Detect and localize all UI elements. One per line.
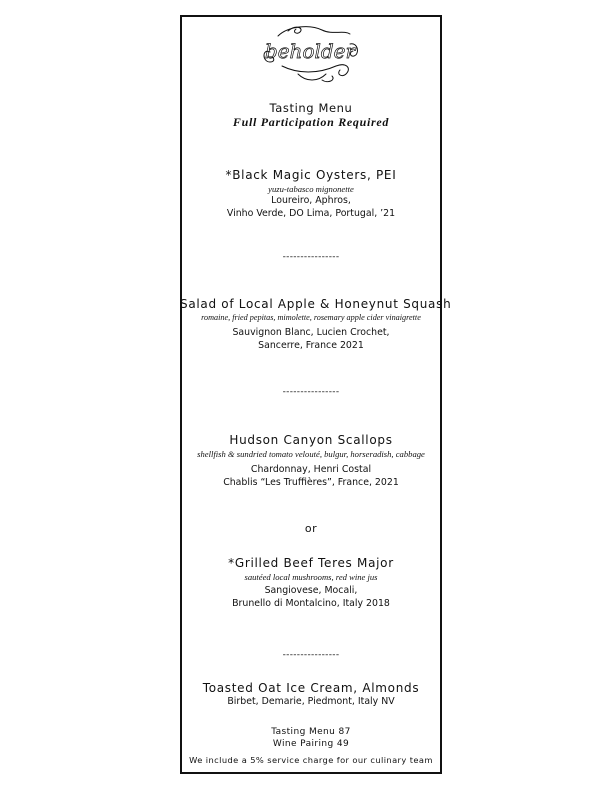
course-3-wine-line1: Chardonnay, Henri Costal (250, 464, 372, 475)
or-divider: or (304, 522, 318, 535)
course-1-name: *Black Magic Oysters, PEI (225, 168, 397, 182)
wine-pairing-price: Wine Pairing 49 (272, 739, 350, 749)
course-2-wine-line2: Sancerre, France 2021 (258, 340, 364, 351)
separator: ---------------- (282, 650, 340, 660)
course-4-wine-line1: Sangiovese, Mocali, (264, 585, 358, 596)
service-charge-note: We include a 5% service charge for our culinary team (189, 755, 433, 765)
course-1-description: yuzu-tabasco mignonette (268, 184, 354, 194)
course-1-wine-line2: Vinho Verde, DO Lima, Portugal, ’21 (226, 208, 396, 219)
course-4-name: *Grilled Beef Teres Major (228, 556, 394, 570)
course-3-name: Hudson Canyon Scallops (229, 433, 393, 447)
course-3-description: shellfish & sundried tomato velouté, bulgur, horseradish, cabbage (197, 449, 425, 459)
course-3-wine-line2: Chablis “Les Truffières”, France, 2021 (223, 477, 399, 488)
course-2-name: Salad of Local Apple & Honeynut Squash (180, 297, 452, 311)
course-2-description: romaine, fried pepitas, mimolette, rosemary apple cider vinaigrette (201, 313, 421, 322)
course-4-description: sautéed local mushrooms, red wine jus (244, 572, 378, 582)
course-5-wine-line1: Birbet, Demarie, Piedmont, Italy NV (227, 696, 395, 707)
course-1-wine-line1: Loureiro, Aphros, (271, 195, 351, 206)
separator: ---------------- (282, 387, 340, 397)
separator: ---------------- (282, 252, 340, 262)
participation-requirement: Full Participation Required (232, 115, 390, 129)
logo-text: beholder (264, 39, 356, 63)
tasting-menu-price: Tasting Menu 87 (271, 727, 351, 737)
menu-title: Tasting Menu (269, 101, 353, 115)
beholder-logo (258, 22, 362, 84)
course-2-wine-line1: Sauvignon Blanc, Lucien Crochet, (232, 327, 390, 338)
course-4-wine-line2: Brunello di Montalcino, Italy 2018 (232, 598, 390, 609)
course-5-name: Toasted Oat Ice Cream, Almonds (202, 681, 420, 695)
